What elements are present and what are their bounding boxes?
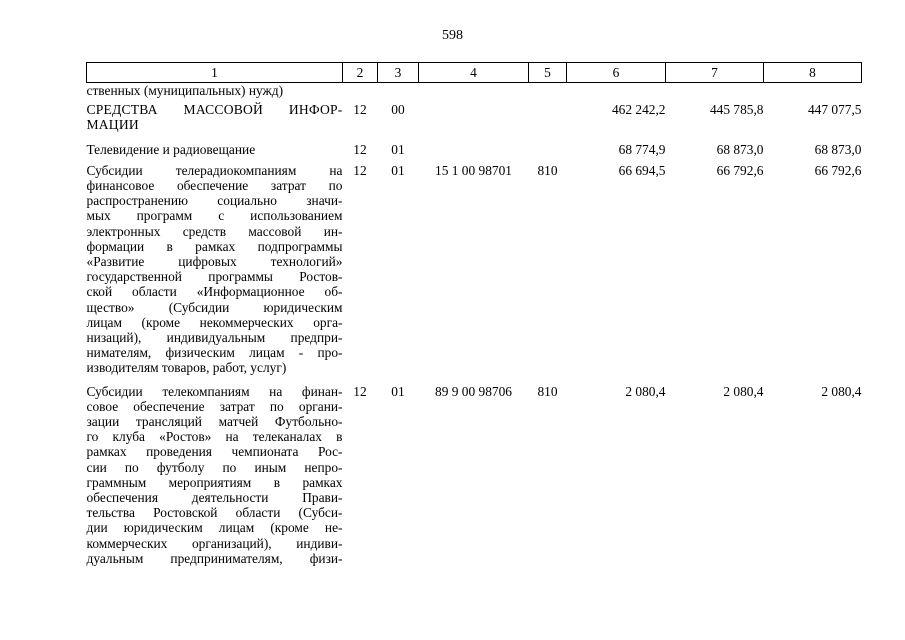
name-line: тельства Ростовской области (Субси- [86, 505, 343, 521]
subsection-code-cell: 01 [391, 383, 405, 399]
expense-type-cell [529, 102, 567, 141]
amount-year2-cell: 2 080,4 [723, 383, 764, 399]
amount-year2-cell: 68 873,0 [716, 141, 764, 157]
amount-year3-cell: 68 873,0 [814, 141, 862, 157]
name-line: СРЕДСТВА МАССОВОЙ ИНФОР- [86, 102, 343, 118]
expense-type-cell [529, 83, 567, 103]
column-header-1: 1 [87, 63, 343, 83]
row-name-cell [87, 142, 343, 163]
amount-year1-cell: 68 774,9 [618, 141, 666, 157]
name-line: изводителям товаров, работ, услуг) [86, 360, 287, 376]
expense-type-cell: 810 [537, 162, 558, 178]
name-line: финансовое обеспечение затрат по [86, 178, 343, 194]
target-article-cell: 89 9 00 98706 [435, 383, 512, 399]
column-header-5: 5 [529, 63, 567, 83]
section-code-cell [343, 83, 378, 103]
name-line: распространению социально значи- [86, 193, 343, 209]
name-line: обеспечения деятельности Прави- [86, 490, 343, 506]
target-article-cell: 15 1 00 98701 [435, 162, 512, 178]
name-line: граммным мероприятиям в рамках [86, 474, 343, 490]
subsection-code-cell: 01 [391, 141, 405, 157]
name-line: мых программ с использованием [86, 208, 343, 224]
name-line: МАЦИИ [86, 117, 139, 133]
amount-year1-cell [567, 83, 666, 103]
budget-table [86, 62, 862, 566]
subsection-code-cell [378, 83, 419, 103]
amount-year1-cell: 462 242,2 [611, 102, 666, 118]
row-name-cell [87, 102, 343, 141]
section-code-cell: 12 [353, 102, 367, 118]
name-line: низаций), индивидуальным предпри- [86, 330, 343, 346]
name-line: дии юридическим лицам (кроме не- [86, 520, 343, 536]
table-row [87, 163, 862, 384]
name-line: зации трансляций матчей Футбольно- [86, 414, 343, 430]
name-line: сии по футболу по иным непро- [86, 459, 343, 475]
name-line: Субсидии телекомпаниям на финан- [86, 383, 343, 399]
name-line: лицам (кроме некоммерческих орга- [86, 314, 343, 330]
name-line: «Развитие цифровых технологий» [86, 254, 343, 270]
name-line: совое обеспечение затрат по органи- [86, 398, 343, 414]
section-code-cell: 12 [353, 141, 367, 157]
table-row [87, 102, 862, 141]
section-code-cell: 12 [353, 162, 367, 178]
name-line: го клуба «Ростов» на телеканалах в [86, 429, 343, 445]
expense-type-cell [529, 142, 567, 163]
name-line: коммерческих организаций), индиви- [86, 535, 343, 551]
column-header-8: 8 [764, 63, 862, 83]
table-row [87, 83, 862, 103]
table-row [87, 384, 862, 566]
name-line: Телевидение и радиовещание [86, 141, 256, 157]
target-article-cell [419, 102, 529, 141]
amount-year3-cell: 66 792,6 [814, 162, 862, 178]
name-line: щество» (Субсидии юридическим [86, 299, 343, 315]
name-line: Субсидии телерадиокомпаниям на [86, 162, 343, 178]
subsection-code-cell: 00 [391, 102, 405, 118]
amount-year2-cell: 66 792,6 [716, 162, 764, 178]
subsection-code-cell: 01 [391, 162, 405, 178]
column-header-7: 7 [666, 63, 764, 83]
amount-year3-cell: 447 077,5 [807, 102, 862, 118]
name-line: электронных средств массовой ин- [86, 223, 343, 239]
name-line: формации в рамках подпрограммы [86, 238, 343, 254]
target-article-cell [419, 83, 529, 103]
amount-year3-cell [764, 83, 862, 103]
amount-year2-cell: 445 785,8 [709, 102, 764, 118]
name-line: ственных (муниципальных) нужд) [86, 83, 284, 98]
row-name-cell [87, 384, 343, 566]
amount-year2-cell [666, 83, 764, 103]
name-line: ской области «Информационное об- [86, 284, 343, 300]
column-header-2: 2 [343, 63, 378, 83]
expense-type-cell: 810 [537, 383, 558, 399]
page-number: 598 [442, 28, 463, 43]
amount-year1-cell: 66 694,5 [618, 162, 666, 178]
header-row [87, 63, 862, 83]
target-article-cell [419, 142, 529, 163]
table-row [87, 142, 862, 163]
row-name-cell [87, 163, 343, 384]
name-line: государственной программы Ростов- [86, 269, 343, 285]
name-line: дуальным предпринимателям, физи- [86, 550, 343, 566]
name-line: нимателям, физическим лицам - про- [86, 345, 343, 361]
column-header-4: 4 [419, 63, 529, 83]
column-header-6: 6 [567, 63, 666, 83]
name-line: рамках проведения чемпионата Рос- [86, 444, 343, 460]
amount-year3-cell: 2 080,4 [821, 383, 862, 399]
section-code-cell: 12 [353, 383, 367, 399]
column-header-3: 3 [378, 63, 419, 83]
amount-year1-cell: 2 080,4 [625, 383, 666, 399]
row-name-cell [87, 83, 343, 103]
